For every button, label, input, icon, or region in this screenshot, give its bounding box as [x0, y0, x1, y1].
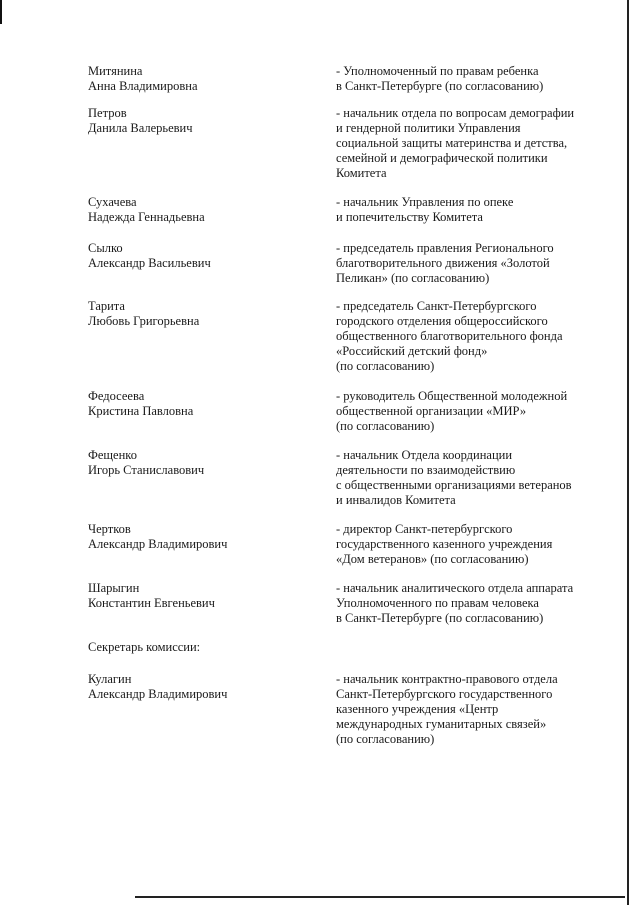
description-line: «Российский детский фонд»	[336, 344, 488, 358]
member-name	[88, 389, 318, 419]
given-names: Данила Валерьевич	[88, 121, 193, 135]
description-line: - председатель Санкт-Петербургского	[336, 299, 537, 313]
member-description	[336, 64, 621, 94]
description-line: международных гуманитарных связей»	[336, 717, 547, 731]
description-line: деятельности по взаимодействию	[336, 463, 516, 477]
description-line: в Санкт-Петербурге (по согласованию)	[336, 79, 544, 93]
description-line: с общественными организациями ветеранов	[336, 478, 572, 492]
member-description	[336, 389, 621, 434]
description-line: «Дом ветеранов» (по согласованию)	[336, 552, 529, 566]
description-line: Уполномоченного по правам человека	[336, 596, 539, 610]
description-line: - начальник Отдела координации	[336, 448, 513, 462]
given-names: Константин Евгеньевич	[88, 596, 215, 610]
description-line: и попечительству Комитета	[336, 210, 483, 224]
surname: Тарита	[88, 299, 125, 313]
description-line: - начальник аналитического отдела аппарата	[336, 581, 574, 595]
surname: Чертков	[88, 522, 131, 536]
member-name	[88, 64, 318, 94]
description-line: - директор Санкт-петербургского	[336, 522, 513, 536]
member-description	[336, 241, 621, 286]
member-name	[88, 522, 318, 552]
given-names: Александр Васильевич	[88, 256, 211, 270]
surname: Сухачева	[88, 195, 137, 209]
description-line: Пеликан» (по согласованию)	[336, 271, 490, 285]
member-name	[88, 195, 318, 225]
given-names: Любовь Григорьевна	[88, 314, 200, 328]
description-line: казенного учреждения «Центр	[336, 702, 499, 716]
member-name	[88, 299, 318, 329]
member-name	[88, 241, 318, 271]
member-description	[336, 299, 621, 374]
surname: Фещенко	[88, 448, 137, 462]
description-line: общественной организации «МИР»	[336, 404, 527, 418]
member-description	[336, 522, 621, 567]
given-names: Александр Владимирович	[88, 687, 228, 701]
given-names: Игорь Станиславович	[88, 463, 205, 477]
surname: Митянина	[88, 64, 143, 78]
description-line: - руководитель Общественной молодежной	[336, 389, 568, 403]
description-line: и гендерной политики Управления	[336, 121, 521, 135]
given-names: Анна Владимировна	[88, 79, 198, 93]
description-line: - начальник отдела по вопросам демографии	[336, 106, 575, 120]
description-line: (по согласованию)	[336, 732, 435, 746]
description-line: - председатель правления Регионального	[336, 241, 554, 255]
secretary-heading: Секретарь комиссии:	[88, 640, 201, 654]
member-description	[336, 448, 621, 508]
member-name	[88, 448, 318, 478]
member-name	[88, 581, 318, 611]
description-line: городского отделения общероссийского	[336, 314, 548, 328]
description-line: благотворительного движения «Золотой	[336, 256, 550, 270]
member-description	[336, 195, 621, 225]
scan-edge-mark	[0, 0, 2, 24]
description-line: социальной защиты материнства и детства,	[336, 136, 568, 150]
secretary-name	[88, 672, 318, 702]
description-line: семейной и демографической политики	[336, 151, 548, 165]
description-line: общественного благотворительного фонда	[336, 329, 563, 343]
given-names: Надежда Геннадьевна	[88, 210, 205, 224]
description-line: государственного казенного учреждения	[336, 537, 553, 551]
surname: Шарыгин	[88, 581, 140, 595]
description-line: и инвалидов Комитета	[336, 493, 456, 507]
description-line: (по согласованию)	[336, 419, 435, 433]
surname: Кулагин	[88, 672, 132, 686]
member-description	[336, 581, 621, 626]
description-line: - начальник контрактно-правового отдела	[336, 672, 558, 686]
given-names: Кристина Павловна	[88, 404, 194, 418]
scan-edge-bottom	[135, 896, 625, 898]
given-names: Александр Владимирович	[88, 537, 228, 551]
surname: Петров	[88, 106, 127, 120]
member-name	[88, 106, 318, 136]
secretary-description	[336, 672, 621, 747]
surname: Сылко	[88, 241, 123, 255]
description-line: Комитета	[336, 166, 387, 180]
scan-edge-right	[627, 0, 629, 905]
description-line: - Уполномоченный по правам ребенка	[336, 64, 539, 78]
surname: Федосеева	[88, 389, 145, 403]
description-line: (по согласованию)	[336, 359, 435, 373]
description-line: Санкт-Петербургского государственного	[336, 687, 553, 701]
description-line: - начальник Управления по опеке	[336, 195, 514, 209]
member-description	[336, 106, 621, 181]
description-line: в Санкт-Петербурге (по согласованию)	[336, 611, 544, 625]
